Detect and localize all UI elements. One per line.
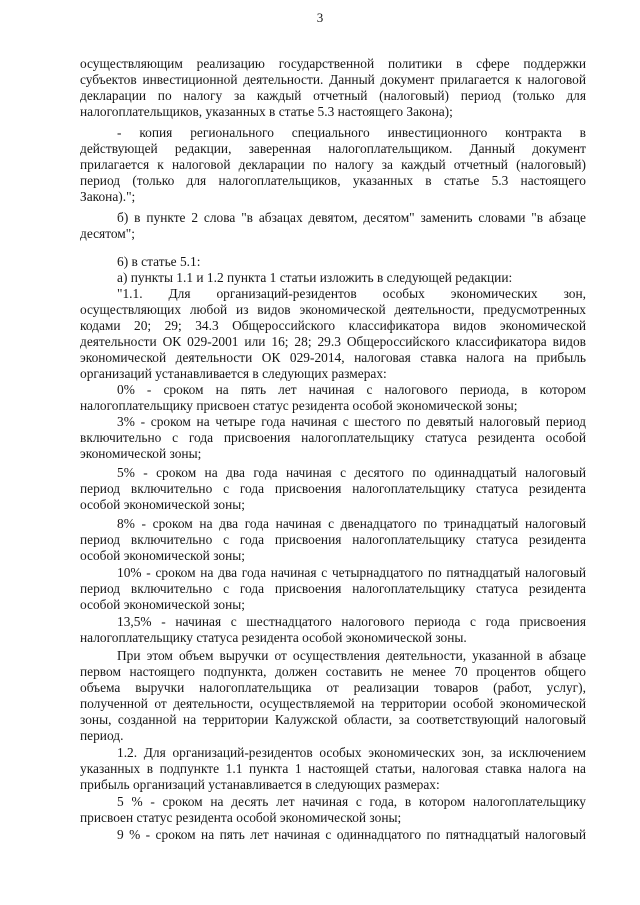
text-line: 6) в статье 5.1: [117, 254, 201, 269]
text-line: период. [80, 728, 124, 743]
text-line: - копия регионального специального инвестиционного контракта в [117, 125, 586, 140]
text-line: особой экономической зоны; [80, 497, 245, 512]
text-line: десятом"; [80, 226, 135, 241]
text-line: период включительно с года присвоения налогоплательщику статуса резидента [80, 581, 586, 596]
text-line: прибыль организаций устанавливается в следующих размерах: [80, 777, 440, 792]
text-line: период включительно с года присвоения налогоплательщику статуса резидента [80, 532, 586, 547]
text-line: зоны, созданной на территории Калужской области, за соответствующий налоговый [80, 712, 586, 727]
text-line: налогоплательщику статуса резидента особой экономической зоны. [80, 630, 467, 645]
text-line: кодами 20; 29; 34.3 Общероссийского классификатора видов экономической [80, 318, 586, 333]
text-line: субъектов инвестиционной деятельности. Данный документ прилагается к налоговой [80, 72, 586, 87]
text-line: "1.1. Для организаций-резидентов особых экономических зон, [117, 286, 586, 301]
text-line: б) в пункте 2 слова "в абзацах девятом, десятом" заменить словами "в абзаце [117, 210, 586, 225]
text-line: налогоплательщику присвоен статус резидента особой экономической зоны; [80, 398, 518, 413]
text-line: 5 % - сроком на десять лет начиная с года, в котором налогоплательщику [117, 794, 586, 809]
text-line: 3% - сроком на четыре года начиная с шестого по девятый налоговый период [117, 414, 586, 429]
text-line: указанных в подпункте 1.1 пункта 1 настоящей статьи, налоговая ставка налога на [80, 761, 586, 776]
text-line: полученной от деятельности, осуществляемой на территории особой экономической [80, 696, 586, 711]
text-line: действующей редакции, заверенная налогоплательщиком. Данный документ [80, 141, 586, 156]
text-line: 8% - сроком на два года начиная с двенадцатого по тринадцатый налоговый [117, 516, 586, 531]
text-line: особой экономической зоны; [80, 548, 245, 563]
text-line: экономической зоны; [80, 446, 202, 461]
text-line: декларации по налогу за каждый отчетный (налоговый) период (только для [80, 88, 586, 103]
text-line: период (только для налогоплательщиков, указанных в статье 5.3 настоящего [80, 173, 586, 188]
text-line: 9 % - сроком на пять лет начиная с одиннадцатого по пятнадцатый налоговый [117, 827, 586, 842]
text-line: 13,5% - начиная с шестнадцатого налогового периода с года присвоения [117, 614, 586, 629]
text-line: первом настоящего подпункта, должен составить не менее 70 процентов общего [80, 664, 586, 679]
text-line: деятельности ОК 029-2001 или 16; 28; 29.3 Общероссийского классификатора видов [80, 334, 586, 349]
text-line: включительно с года присвоения налогоплательщику статуса резидента особой [80, 430, 586, 445]
page-number: 3 [316, 10, 324, 25]
text-line: 0% - сроком на пять лет начиная с налогового периода, в котором [117, 382, 586, 397]
text-line: налогоплательщиков, указанных в статье 5.3 настоящего Закона); [80, 104, 453, 119]
text-line: 1.2. Для организаций-резидентов особых экономических зон, за исключением [117, 745, 586, 760]
text-line: присвоен статус резидента особой экономической зоны; [80, 810, 402, 825]
text-line: а) пункты 1.1 и 1.2 пункта 1 статьи изложить в следующей редакции: [117, 270, 513, 285]
text-line: осуществляющих любой из видов экономической деятельности, предусмотренных [80, 302, 586, 317]
text-line: экономической деятельности ОК 029-2014, налоговая ставка налога на прибыль [80, 350, 586, 365]
text-line: 5% - сроком на два года начиная с десятого по одиннадцатый налоговый [117, 465, 586, 480]
text-line: прилагается к налоговой декларации по налогу за каждый отчетный (налоговый) [80, 157, 586, 172]
text-line: Закона)."; [80, 189, 136, 204]
text-line: 10% - сроком на два года начиная с четырнадцатого по пятнадцатый налоговый [117, 565, 586, 580]
text-line: период включительно с года присвоения налогоплательщику статуса резидента [80, 481, 586, 496]
text-line: объема выручки налогоплательщика от реализации товаров (работ, услуг), [80, 680, 586, 695]
text-line: организаций устанавливается в следующих размерах: [80, 366, 387, 381]
text-line: осуществляющим реализацию государственной политики в сфере поддержки [80, 56, 586, 71]
text-line: При этом объем выручки от осуществления деятельности, указанной в абзаце [117, 648, 586, 663]
text-line: особой экономической зоны; [80, 597, 245, 612]
